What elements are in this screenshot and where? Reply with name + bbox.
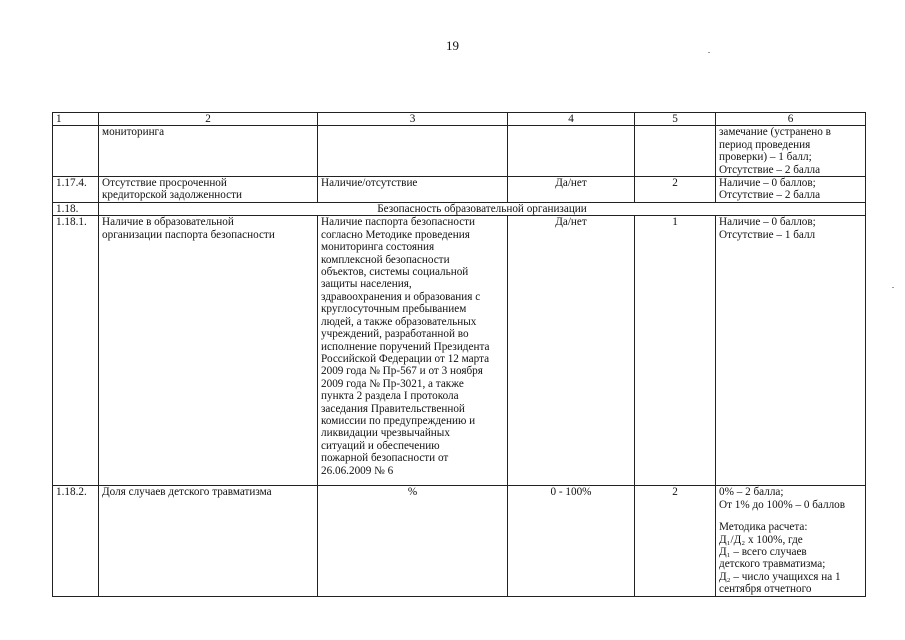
- calc-method: Наличие/отсутствие: [318, 177, 508, 203]
- indicator-name: Доля случаев детского травматизма: [99, 486, 318, 596]
- row-number: 1.18.1.: [53, 216, 99, 486]
- measure-unit: Да/нет: [508, 216, 635, 486]
- calc-method: Наличие паспорта безопасности согласно Методике проведения мониторинга состояния комплексной безопасности объектов, системы социальной защиты населения, здравоохранения и образования с круглосуточным пребыванием людей, а также образовательных учреждений, разработанной во исполнение поручений Президента Российской Федерации от 12 марта 2009 года № Пр-567 и от 3 ноября 2009 года № Пр-3021, а также пункта 2 раздела I протокола заседания Правительственной комиссии по предупреждению и ликвидации чрезвычайных ситуаций и обеспечению пожарной безопасности от 26.06.2009 № 6: [318, 216, 508, 486]
- weight: 2: [635, 177, 716, 203]
- scan-speck: [708, 52, 710, 53]
- table-header-row: [53, 113, 866, 126]
- score-rule: Наличие – 0 баллов; Отсутствие – 2 балла: [716, 177, 866, 203]
- measure-unit: [508, 126, 635, 177]
- header-cell: 2: [99, 113, 318, 126]
- measure-unit: 0 - 100%: [508, 486, 635, 596]
- calc-method: [318, 126, 508, 177]
- header-cell: 3: [318, 113, 508, 126]
- score-rule: [716, 486, 866, 596]
- indicator-name: Отсутствие просроченной кредиторской задолженности: [99, 177, 318, 203]
- weight: [635, 126, 716, 177]
- row-number: [53, 126, 99, 177]
- row-number: 1.18.: [53, 203, 99, 216]
- section-title: Безопасность образовательной организации: [99, 203, 866, 216]
- table-row: [53, 177, 866, 203]
- row-number: 1.17.4.: [53, 177, 99, 203]
- criteria-table: [52, 112, 866, 597]
- header-cell: 4: [508, 113, 635, 126]
- indicator-name: мониторинга: [99, 126, 318, 177]
- indicator-name: Наличие в образовательной организации паспорта безопасности: [99, 216, 318, 486]
- score-rule: замечание (устранено в период проведения проверки) – 1 балл; Отсутствие – 2 балла: [716, 126, 866, 177]
- section-row: [53, 203, 866, 216]
- scan-speck: [892, 287, 894, 288]
- header-cell: 6: [716, 113, 866, 126]
- table-row: [53, 486, 866, 596]
- table-row: [53, 216, 866, 486]
- calc-method-note: Методика расчета: Д₁/Д₂ х 100%, где Д₁ – всего случаев детского травматизма; Д₂ – число учащихся на 1 сентября отчетного: [719, 521, 841, 596]
- score-rule-text: 0% – 2 балла; От 1% до 100% – 0 баллов: [719, 486, 846, 511]
- measure-unit: Да/нет: [508, 177, 635, 203]
- header-cell: 5: [635, 113, 716, 126]
- calc-method: %: [318, 486, 508, 596]
- table-row: [53, 126, 866, 177]
- weight: 1: [635, 216, 716, 486]
- row-number: 1.18.2.: [53, 486, 99, 596]
- header-cell: 1: [53, 113, 99, 126]
- score-rule: Наличие – 0 баллов; Отсутствие – 1 балл: [716, 216, 866, 486]
- weight: 2: [635, 486, 716, 596]
- page-number: 19: [446, 38, 459, 53]
